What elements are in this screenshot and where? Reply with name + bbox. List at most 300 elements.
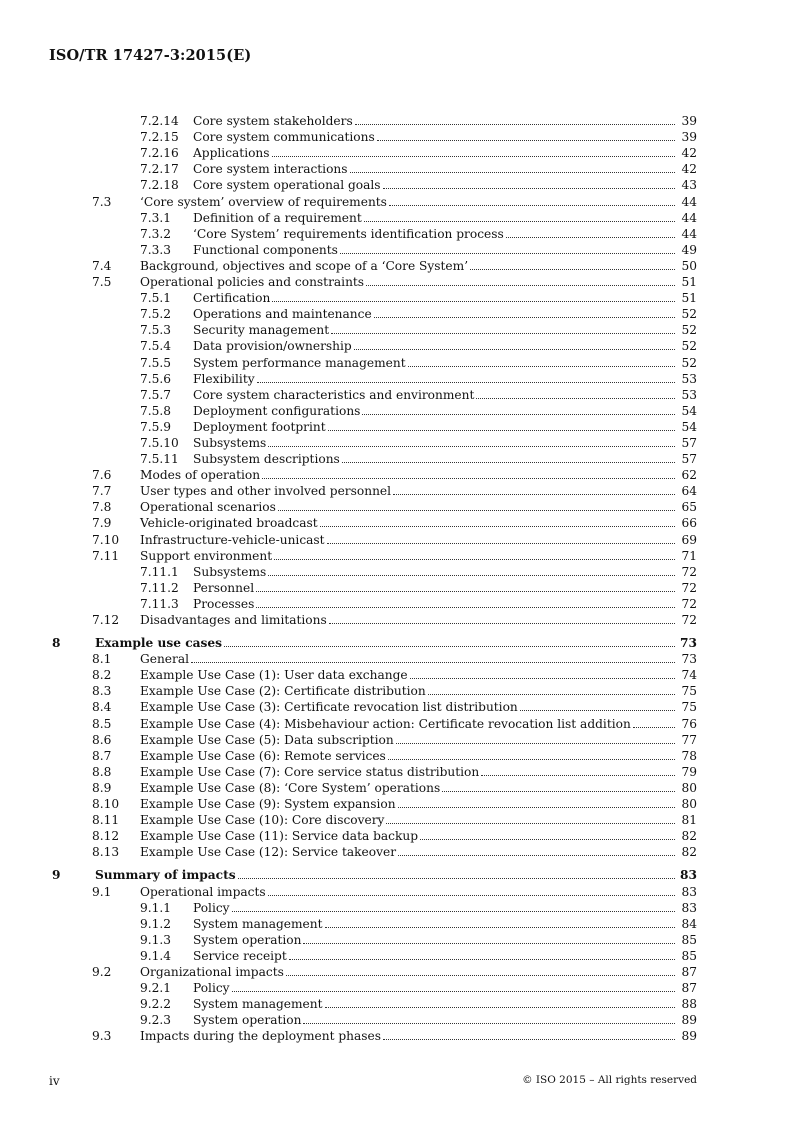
toc-entry-number: 7.5.1 <box>140 291 172 306</box>
toc-entry-title: Infrastructure-vehicle-unicast <box>140 532 325 547</box>
dot-leader <box>355 124 675 125</box>
toc-entry[interactable] <box>0 289 793 305</box>
dot-leader <box>289 959 675 960</box>
toc-entry-page: 82 <box>681 829 697 844</box>
toc-entry-number: 8.9 <box>92 780 112 795</box>
toc-entry-page: 42 <box>681 162 697 177</box>
toc-entry[interactable] <box>0 257 793 273</box>
toc-entry-title: Disadvantages and limitations <box>140 613 327 627</box>
toc-entry-page: 69 <box>681 532 697 547</box>
toc-entry-page: 51 <box>681 291 697 306</box>
toc-entry-title: Deployment configurations <box>193 403 361 418</box>
toc-entry-title: Background, objectives and scope of a ‘Core System’ <box>140 258 469 273</box>
toc-entry-page: 85 <box>681 932 697 947</box>
toc-entry-page: 50 <box>681 258 697 273</box>
toc-entry-title-group <box>140 195 677 209</box>
toc-entry-title: Applications <box>193 146 270 161</box>
toc-entry-number: 7.2.17 <box>140 162 179 177</box>
toc-entry-page: 42 <box>681 146 697 161</box>
toc-entry-title-group <box>140 797 677 811</box>
toc-entry-title: Core system communications <box>193 130 375 145</box>
toc-entry-title-group <box>193 565 677 579</box>
dot-leader <box>268 895 675 896</box>
dot-leader <box>272 156 675 157</box>
toc-entry-title-group <box>140 275 677 289</box>
dot-leader <box>257 382 675 383</box>
toc-entry-number: 7.5.9 <box>140 419 172 434</box>
dot-leader <box>366 285 675 286</box>
toc-entry-title: System performance management <box>193 355 406 370</box>
toc-entry-title: Data provision/ownership <box>193 339 352 354</box>
dot-leader <box>303 943 675 944</box>
toc-entry-title-group <box>193 372 677 386</box>
toc-entry-title-group <box>193 981 677 995</box>
dot-leader <box>325 1007 676 1008</box>
copyright-notice: © ISO 2015 – All rights reserved <box>522 1074 697 1086</box>
toc-entry-title: Service receipt <box>193 948 287 963</box>
toc-entry-title-group <box>95 868 677 882</box>
toc-entry-title: Deployment footprint <box>193 419 326 434</box>
toc-entry-page: 52 <box>681 307 697 322</box>
toc-entry-title-group <box>193 997 677 1011</box>
dot-leader <box>238 878 675 879</box>
toc-entry-page: 57 <box>681 452 697 467</box>
toc-entry-title: Example Use Case (8): ‘Core System’ operations <box>140 780 441 795</box>
toc-entry-title-group <box>193 917 677 931</box>
dot-leader <box>303 1023 675 1024</box>
toc-entry-number: 7.5.4 <box>140 339 172 354</box>
dot-leader <box>272 301 675 302</box>
toc-entry[interactable] <box>0 176 793 192</box>
toc-entry-number: 8.13 <box>92 845 120 860</box>
toc-entry-title: Core system stakeholders <box>193 114 353 129</box>
toc-entry-title: System operation <box>193 932 302 947</box>
toc-entry[interactable] <box>0 209 793 225</box>
toc-entry[interactable] <box>0 595 793 611</box>
toc-entry-number: 8.4 <box>92 700 112 715</box>
toc-entry-title-group <box>140 733 677 747</box>
toc-entry-title-group <box>193 211 677 225</box>
toc-entry-title: Example Use Case (3): Certificate revocation list distribution <box>140 700 518 715</box>
dot-leader <box>278 510 675 511</box>
toc-entry-title: Processes <box>193 596 255 611</box>
toc-entry-number: 8 <box>52 636 61 651</box>
toc-entry-page: 72 <box>681 564 697 579</box>
toc-entry-title: Subsystem descriptions <box>193 452 340 467</box>
toc-entry-number: 7.11.2 <box>140 580 179 595</box>
toc-entry-title: Support environment <box>140 548 273 563</box>
toc-entry-number: 7.3.1 <box>140 210 172 225</box>
dot-leader <box>256 591 675 592</box>
dot-leader <box>383 1039 675 1040</box>
toc-entry[interactable] <box>0 795 793 811</box>
toc-entry-number: 9.3 <box>92 1029 112 1044</box>
dot-leader <box>274 559 675 560</box>
toc-entry-title-group <box>193 356 677 370</box>
dot-leader <box>408 366 675 367</box>
toc-entry[interactable] <box>0 112 793 128</box>
toc-entry[interactable] <box>0 192 793 208</box>
toc-entry-title-group <box>193 162 677 176</box>
dot-leader <box>268 446 675 447</box>
toc-entry-title-group <box>140 652 677 666</box>
toc-entry-number: 7.11 <box>92 548 120 563</box>
toc-entry-title-group <box>140 717 677 731</box>
toc-entry-number: 8.6 <box>92 732 112 747</box>
toc-entry-number: 9.1.3 <box>140 932 172 947</box>
toc-entry-number: 7.5.7 <box>140 387 172 402</box>
toc-entry[interactable] <box>0 353 793 369</box>
toc-entry[interactable] <box>0 144 793 160</box>
toc-entry-title-group <box>140 845 677 859</box>
toc-entry[interactable] <box>0 160 793 176</box>
toc-entry-title: Example Use Case (2): Certificate distribution <box>140 684 426 699</box>
toc-entry-title: Example Use Case (12): Service takeover <box>140 845 397 860</box>
toc-entry-title-group <box>193 178 677 192</box>
toc-entry-title: Example use cases <box>95 636 223 651</box>
toc-entry-page: 73 <box>680 636 697 651</box>
toc-entry-title: Example Use Case (1): User data exchange <box>140 668 408 683</box>
toc-entry-title: ‘Core system’ overview of requirements <box>140 194 387 209</box>
dot-leader <box>286 975 675 976</box>
dot-leader <box>350 172 675 173</box>
toc-entry-title: Example Use Case (9): System expansion <box>140 797 396 812</box>
toc-entry-title-group <box>140 500 677 514</box>
dot-leader <box>383 188 675 189</box>
toc-entry-page: 53 <box>681 371 697 386</box>
toc-entry-number: 7.2.16 <box>140 146 179 161</box>
toc-entry[interactable] <box>0 979 793 995</box>
toc-entry[interactable] <box>0 843 793 859</box>
toc-entry-title: Vehicle-originated broadcast <box>140 516 318 531</box>
toc-entry-page: 72 <box>681 613 697 627</box>
toc-entry[interactable] <box>0 915 793 931</box>
toc-entry[interactable] <box>0 947 793 963</box>
toc-entry-title-group <box>193 291 677 305</box>
toc-entry-number: 8.10 <box>92 797 120 812</box>
toc-entry-page: 81 <box>681 813 697 828</box>
dot-leader <box>393 494 675 495</box>
toc-entry-number: 7.5.10 <box>140 435 179 450</box>
dot-leader <box>327 543 675 544</box>
dot-leader <box>374 317 675 318</box>
toc-entry[interactable] <box>0 650 793 666</box>
toc-entry-title-group <box>140 668 677 682</box>
toc-entry-title-group <box>140 533 677 547</box>
dot-leader <box>224 646 675 647</box>
toc-entry-number: 9.1.4 <box>140 948 172 963</box>
toc-entry-page: 80 <box>681 797 697 812</box>
dot-leader <box>388 759 675 760</box>
toc-entry-number: 7.3.2 <box>140 226 172 241</box>
toc-entry-title-group <box>193 597 677 611</box>
toc-entry-number: 8.8 <box>92 764 112 779</box>
toc-entry[interactable] <box>0 305 793 321</box>
toc-entry-title: Subsystems <box>193 435 267 450</box>
toc-entry-page: 78 <box>681 748 697 763</box>
toc-entry-page: 53 <box>681 387 697 402</box>
toc-entry-title-group <box>140 765 677 779</box>
toc-entry[interactable] <box>0 418 793 434</box>
dot-leader <box>420 839 675 840</box>
toc-entry-title-group <box>193 436 677 450</box>
toc-entry-title: Policy <box>193 981 230 996</box>
dot-leader <box>268 575 675 576</box>
toc-entry-page: 54 <box>681 403 697 418</box>
toc-entry[interactable] <box>0 866 793 882</box>
toc-entry[interactable] <box>0 321 793 337</box>
toc-entry-title: ‘Core System’ requirements identification process <box>193 226 504 241</box>
toc-entry-page: 89 <box>681 1013 697 1028</box>
toc-entry[interactable] <box>0 514 793 530</box>
toc-entry[interactable] <box>0 899 793 915</box>
toc-entry-page: 87 <box>681 981 697 996</box>
toc-entry-title-group <box>193 388 677 402</box>
toc-entry-page: 52 <box>681 339 697 354</box>
toc-entry-page: 88 <box>681 997 697 1012</box>
toc-entry[interactable] <box>0 370 793 386</box>
toc-entry[interactable] <box>0 337 793 353</box>
toc-entry-title-group <box>140 829 677 843</box>
dot-leader <box>398 807 675 808</box>
toc-entry-page: 82 <box>681 845 697 860</box>
toc-entry-page: 65 <box>681 500 697 515</box>
dot-leader <box>342 462 675 463</box>
toc-entry[interactable] <box>0 931 793 947</box>
toc-entry-title: Operations and maintenance <box>193 307 372 322</box>
toc-entry-title-group <box>193 339 677 353</box>
toc-entry-number: 8.5 <box>92 716 112 731</box>
toc-entry-page: 83 <box>681 900 697 915</box>
toc-entry-title: Example Use Case (10): Core discovery <box>140 813 385 828</box>
toc-entry[interactable] <box>0 547 793 563</box>
toc-entry-number: 8.1 <box>92 652 112 667</box>
toc-entry-number: 9.1 <box>92 884 112 899</box>
toc-entry-number: 7.9 <box>92 516 112 531</box>
toc-entry-title: Certification <box>193 291 271 306</box>
toc-entry-page: 71 <box>681 548 697 563</box>
toc-entry-title: Organizational impacts <box>140 964 284 979</box>
toc-entry-number: 8.2 <box>92 668 112 683</box>
toc-entry[interactable] <box>0 634 793 650</box>
toc-entry-page: 76 <box>681 716 697 731</box>
toc-entry[interactable] <box>0 682 793 698</box>
toc-entry-title: Example Use Case (11): Service data backup <box>140 829 419 844</box>
toc-entry[interactable] <box>0 273 793 289</box>
dot-leader <box>320 526 675 527</box>
toc-entry-title-group <box>193 452 677 466</box>
toc-entry-number: 7.3 <box>92 194 112 209</box>
toc-entry-title-group <box>193 323 677 337</box>
toc-entry-number: 9.1.1 <box>140 900 172 915</box>
dot-leader <box>364 221 675 222</box>
toc-entry-title: General <box>140 652 189 667</box>
toc-entry[interactable] <box>0 827 793 843</box>
toc-entry[interactable] <box>0 498 793 514</box>
toc-entry-number: 7.11.3 <box>140 596 179 611</box>
toc-entry[interactable] <box>0 482 793 498</box>
toc-entry-title-group <box>140 613 677 627</box>
toc-entry[interactable] <box>0 747 793 763</box>
toc-entry[interactable] <box>0 963 793 979</box>
toc-entry-number: 8.3 <box>92 684 112 699</box>
toc-entry-title: Functional components <box>193 242 338 257</box>
toc-entry[interactable] <box>0 763 793 779</box>
toc-entry-title: System management <box>193 916 323 931</box>
toc-entry-title: Example Use Case (5): Data subscription <box>140 732 394 747</box>
toc-entry-title-group <box>193 130 677 144</box>
dot-leader <box>476 398 675 399</box>
toc-entry-page: 73 <box>681 652 697 667</box>
toc-entry-page: 39 <box>681 130 697 145</box>
dot-leader <box>481 775 675 776</box>
toc-entry-page: 64 <box>681 484 697 499</box>
toc-entry[interactable] <box>0 466 793 482</box>
toc-entry[interactable] <box>0 1027 793 1043</box>
toc-entry-number: 9 <box>52 868 61 883</box>
toc-entry-page: 43 <box>681 178 697 193</box>
toc-entry-title-group <box>193 581 677 595</box>
toc-entry[interactable] <box>0 225 793 241</box>
toc-entry-title-group <box>193 307 677 321</box>
toc-entry-title-group <box>140 684 677 698</box>
toc-entry-page: 89 <box>681 1029 697 1044</box>
toc-entry-number: 8.11 <box>92 813 120 828</box>
toc-entry-page: 80 <box>681 780 697 795</box>
toc-entry-title: Definition of a requirement <box>193 210 362 225</box>
toc-entry-title: Flexibility <box>193 371 255 386</box>
toc-entry-number: 9.2.3 <box>140 1013 172 1028</box>
dot-leader <box>377 140 675 141</box>
toc-entry[interactable] <box>0 450 793 466</box>
toc-entry-number: 8.12 <box>92 829 120 844</box>
toc-entry[interactable] <box>0 530 793 546</box>
toc-entry[interactable] <box>0 714 793 730</box>
toc-entry-title-group <box>140 516 677 530</box>
toc-entry-page: 62 <box>681 468 697 483</box>
toc-entry-number: 7.5.2 <box>140 307 172 322</box>
toc-entry[interactable] <box>0 811 793 827</box>
toc-entry-title-group <box>140 468 677 482</box>
toc-entry-page: 52 <box>681 355 697 370</box>
toc-entry-page: 44 <box>681 226 697 241</box>
toc-entry[interactable] <box>0 579 793 595</box>
document-id-header: ISO/TR 17427-3:2015(E) <box>49 47 252 64</box>
dot-leader <box>442 791 675 792</box>
toc-entry-number: 8.7 <box>92 748 112 763</box>
toc-entry-page: 87 <box>681 964 697 979</box>
dot-leader <box>328 430 675 431</box>
dot-leader <box>340 253 675 254</box>
toc-entry[interactable] <box>0 402 793 418</box>
toc-entry-title: Core system operational goals <box>193 178 381 193</box>
toc-entry[interactable] <box>0 666 793 682</box>
toc-entry-title-group <box>193 146 677 160</box>
dot-leader <box>506 237 675 238</box>
toc-entry-number: 7.7 <box>92 484 112 499</box>
toc-entry-page: 39 <box>681 114 697 129</box>
toc-entry-title-group <box>140 1029 677 1043</box>
toc-entry-page: 49 <box>681 242 697 257</box>
dot-leader <box>389 205 675 206</box>
toc-entry-page: 52 <box>681 323 697 338</box>
toc-entry[interactable] <box>0 563 793 579</box>
dot-leader <box>331 333 675 334</box>
toc-entry-number: 7.2.18 <box>140 178 179 193</box>
toc-entry[interactable] <box>0 698 793 714</box>
toc-entry-title: Impacts during the deployment phases <box>140 1029 381 1044</box>
toc-entry-page: 83 <box>681 884 697 899</box>
toc-entry-page: 74 <box>681 668 697 683</box>
toc-entry-title-group <box>193 114 677 128</box>
toc-entry-title-group <box>193 404 677 418</box>
toc-entry-title: Example Use Case (6): Remote services <box>140 748 386 763</box>
dot-leader <box>470 269 675 270</box>
toc-entry-title: Policy <box>193 900 230 915</box>
dot-leader <box>428 694 675 695</box>
toc-entry[interactable] <box>0 731 793 747</box>
dot-leader <box>396 743 675 744</box>
toc-entry[interactable] <box>0 241 793 257</box>
toc-entry[interactable] <box>0 1011 793 1027</box>
toc-entry-page: 79 <box>681 764 697 779</box>
toc-entry-page: 75 <box>681 684 697 699</box>
toc-entry-title-group <box>193 420 677 434</box>
dot-leader <box>191 662 675 663</box>
toc-entry-page: 57 <box>681 435 697 450</box>
toc-entry-title: Operational impacts <box>140 884 266 899</box>
dot-leader <box>398 855 675 856</box>
toc-entry[interactable] <box>0 611 793 627</box>
dot-leader <box>256 607 675 608</box>
toc-entry-title-group <box>193 933 677 947</box>
toc-entry[interactable] <box>0 779 793 795</box>
toc-entry[interactable] <box>0 995 793 1011</box>
toc-entry-page: 75 <box>681 700 697 715</box>
toc-entry-page: 72 <box>681 580 697 595</box>
toc-entry-title: System operation <box>193 1013 302 1028</box>
toc-entry[interactable] <box>0 882 793 898</box>
toc-entry-number: 7.3.3 <box>140 242 172 257</box>
dot-leader <box>262 478 675 479</box>
toc-entry-title-group <box>140 549 677 563</box>
toc-entry-page: 44 <box>681 210 697 225</box>
dot-leader <box>633 727 675 728</box>
toc-entry-number: 9.1.2 <box>140 916 172 931</box>
toc-entry-title: Security management <box>193 323 330 338</box>
toc-entry-title: Operational policies and constraints <box>140 275 365 290</box>
toc-entry-title: Personnel <box>193 580 255 595</box>
toc-entry-number: 7.6 <box>92 468 112 483</box>
dot-leader <box>232 991 675 992</box>
toc-entry-title-group <box>140 700 677 714</box>
toc-entry[interactable] <box>0 434 793 450</box>
toc-entry-number: 7.2.14 <box>140 114 179 129</box>
dot-leader <box>386 823 675 824</box>
toc-entry-number: 7.5.8 <box>140 403 172 418</box>
toc-entry-title: Modes of operation <box>140 468 261 483</box>
toc-entry-title-group <box>193 227 677 241</box>
toc-entry-number: 7.11.1 <box>140 564 179 579</box>
page-number: iv <box>49 1074 60 1088</box>
toc-entry-title-group <box>140 259 677 273</box>
toc-entry[interactable] <box>0 386 793 402</box>
toc-entry-title-group <box>193 901 677 915</box>
toc-entry-title-group <box>140 965 677 979</box>
toc-entry-title: Example Use Case (4): Misbehaviour action: Certificate revocation list addition <box>140 716 631 731</box>
dot-leader <box>410 678 675 679</box>
toc-entry[interactable] <box>0 128 793 144</box>
